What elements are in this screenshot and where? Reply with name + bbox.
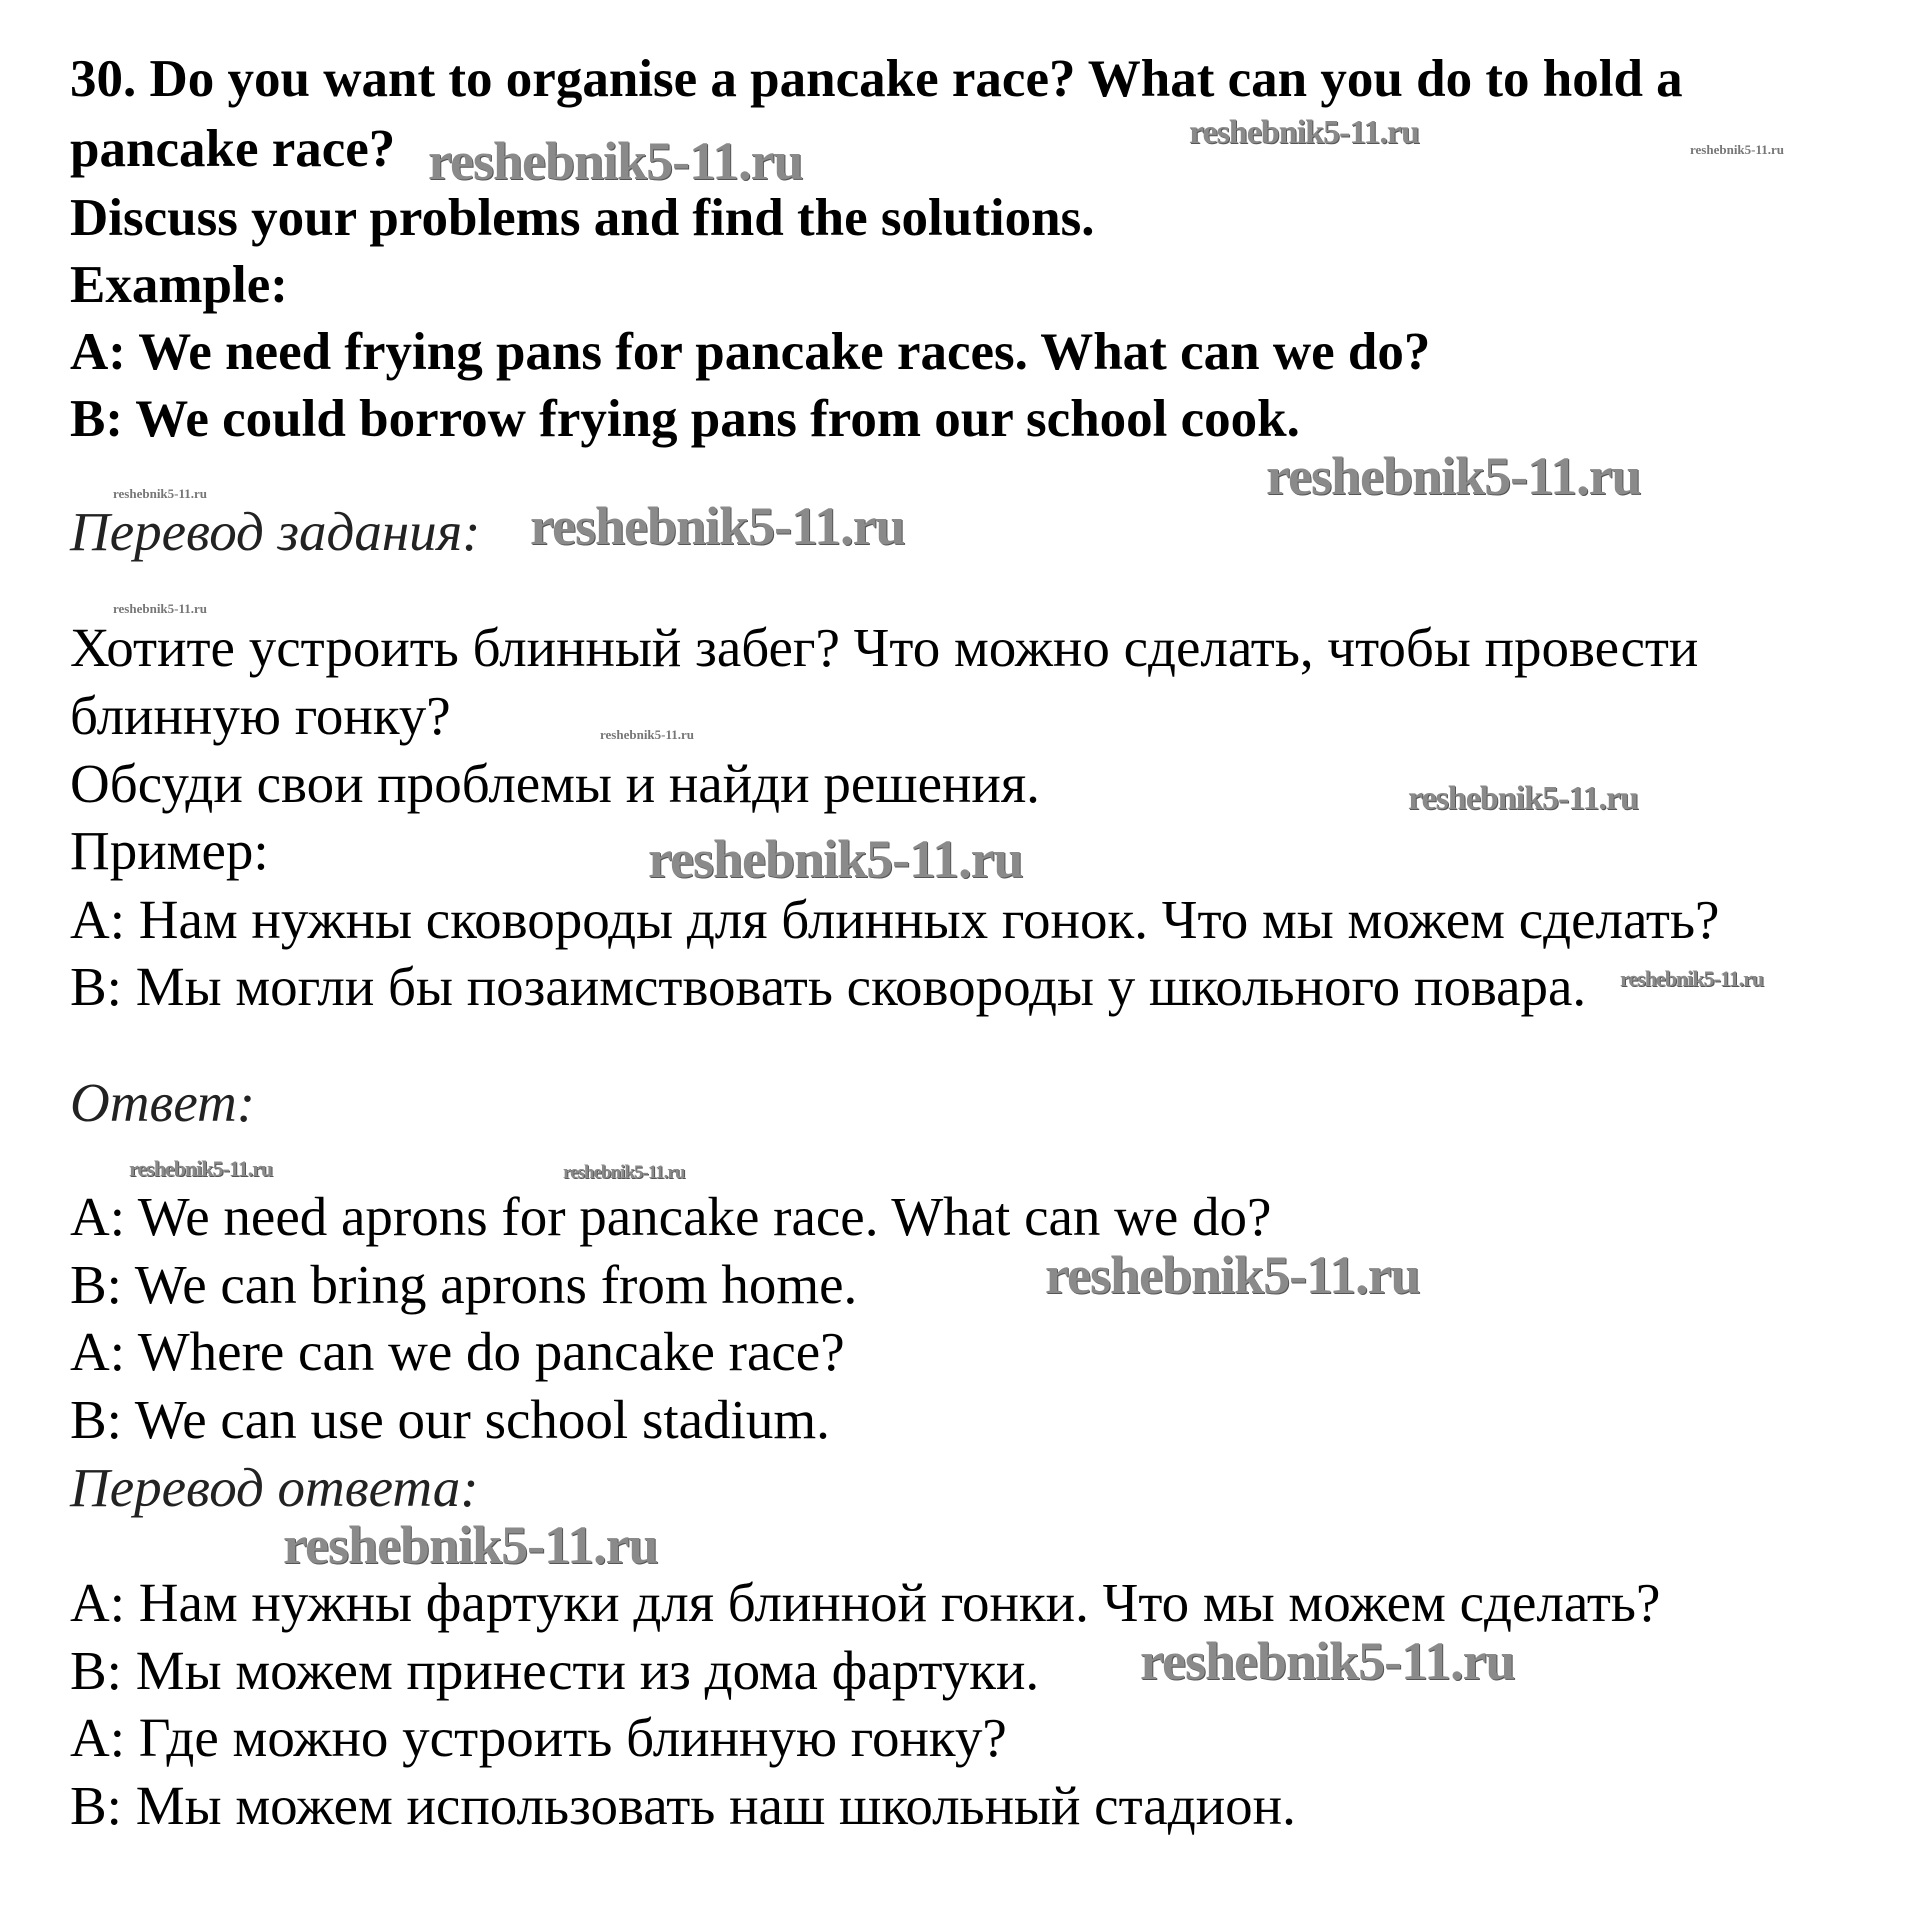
translation-line: А: Нам нужны сковороды для блинных гонок. Что мы можем сделать? xyxy=(70,889,1720,950)
translation-line: В: Мы можем принести из дома фартуки. xyxy=(70,1640,1040,1701)
watermark: reshebnik5-11.ru xyxy=(113,486,208,501)
watermark: reshebnik5-11.ru xyxy=(1620,966,1764,991)
answer-line: B: We can use our school stadium. xyxy=(70,1389,830,1450)
section-heading: Ответ: xyxy=(70,1072,256,1133)
watermark: reshebnik5-11.ru xyxy=(428,131,803,191)
watermark: reshebnik5-11.ru xyxy=(1690,142,1785,157)
answer-line: A: We need aprons for pancake race. What can we do? xyxy=(70,1186,1272,1247)
watermark: reshebnik5-11.ru xyxy=(283,1515,658,1575)
section-heading: Перевод ответа: xyxy=(70,1457,479,1518)
watermark: reshebnik5-11.ru xyxy=(563,1162,685,1183)
watermark: reshebnik5-11.ru xyxy=(113,601,208,616)
watermark: reshebnik5-11.ru xyxy=(1408,780,1638,817)
section-heading: Перевод задания: xyxy=(70,501,481,562)
translation-line: В: Мы могли бы позаимствовать сковороды у школьного повара. xyxy=(70,956,1587,1017)
translation-line: Хотите устроить блинный забег? Что можно сделать, чтобы провести xyxy=(70,617,1699,678)
watermark: reshebnik5-11.ru xyxy=(1266,446,1641,506)
watermark: reshebnik5-11.ru xyxy=(600,727,695,742)
watermark: reshebnik5-11.ru xyxy=(1045,1245,1420,1305)
watermark: reshebnik5-11.ru xyxy=(648,829,1023,889)
task-line: pancake race? xyxy=(70,120,396,178)
task-line: B: We could borrow frying pans from our school cook. xyxy=(70,390,1300,448)
translation-line: Обсуди свои проблемы и найди решения. xyxy=(70,753,1040,814)
translation-line: В: Мы можем использовать наш школьный стадион. xyxy=(70,1775,1296,1836)
translation-line: блинную гонку? xyxy=(70,685,451,746)
translation-line: А: Где можно устроить блинную гонку? xyxy=(70,1707,1007,1768)
watermark: reshebnik5-11.ru xyxy=(1189,114,1419,151)
answer-line: B: We can bring aprons from home. xyxy=(70,1254,858,1315)
task-line: A: We need frying pans for pancake races. What can we do? xyxy=(70,323,1431,381)
translation-line: Пример: xyxy=(70,820,269,881)
answer-line: A: Where can we do pancake race? xyxy=(70,1321,845,1382)
translation-line: А: Нам нужны фартуки для блинной гонки. Что мы можем сделать? xyxy=(70,1572,1661,1633)
task-line: 30. Do you want to organise a pancake race? What can you do to hold a xyxy=(70,50,1683,108)
task-line: Example: xyxy=(70,256,288,314)
watermark: reshebnik5-11.ru xyxy=(129,1156,273,1181)
watermark: reshebnik5-11.ru xyxy=(530,496,905,556)
task-line: Discuss your problems and find the solutions. xyxy=(70,189,1095,247)
watermark: reshebnik5-11.ru xyxy=(1140,1631,1515,1691)
